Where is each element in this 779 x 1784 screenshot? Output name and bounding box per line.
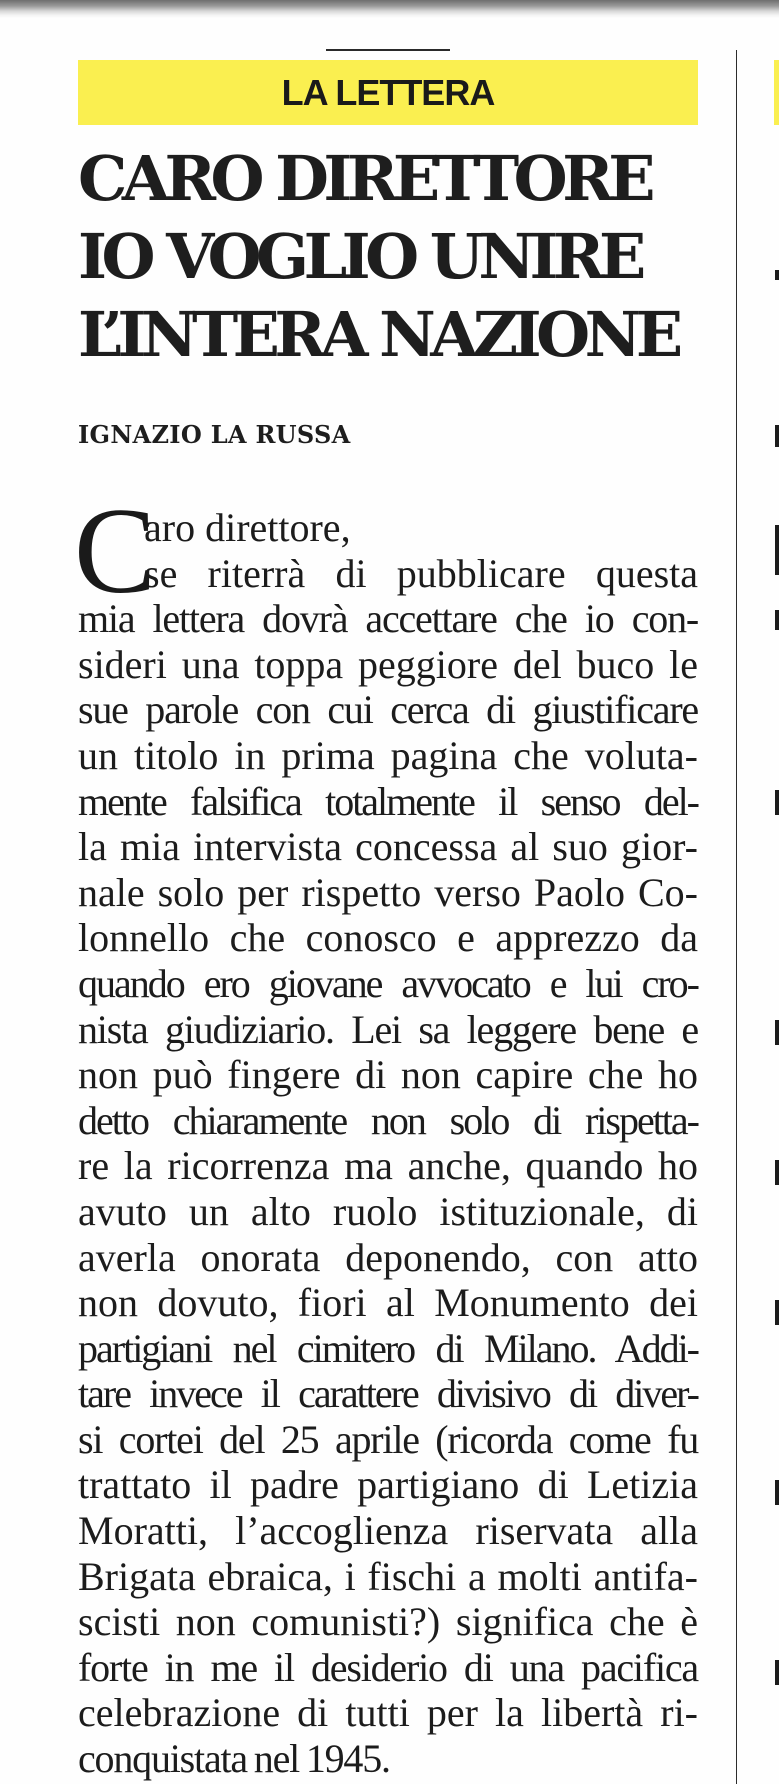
body-line: non dovuto, fiori al Monumento dei (78, 1280, 698, 1326)
adjacent-text-fragment (775, 1160, 779, 1185)
adjacent-text-fragment (775, 610, 779, 630)
body-line: trattato il padre partigiano di Letizia (78, 1462, 698, 1508)
body-line: lonnello che conosco e apprezzo da (78, 915, 698, 961)
adjacent-text-fragment (775, 525, 779, 575)
body-line: Brigata ebraica, i fischi a molti antifa- (78, 1553, 698, 1599)
body-line: quando ero giovane avvocato e lui cro- (78, 960, 698, 1006)
adjacent-text-fragment (775, 1660, 779, 1685)
adjacent-text-fragment (775, 1020, 779, 1045)
body-line: forte in me il desiderio di una pacifica (78, 1644, 698, 1690)
column-divider (736, 50, 737, 1784)
author-byline: IGNAZIO LA RUSSA (78, 420, 351, 449)
body-line: mente falsifica totalmente il senso del- (78, 778, 698, 824)
body-line: nale solo per rispetto verso Paolo Co- (78, 869, 698, 915)
body-line: avuto un alto ruolo istituzionale, di (78, 1188, 698, 1234)
body-line: averla onorata deponendo, con atto (78, 1234, 698, 1280)
body-line: mia lettera dovrà accettare che io con- (78, 596, 698, 642)
body-line: conquistata nel 1945. (78, 1736, 390, 1782)
adjacent-text-fragment (775, 425, 779, 447)
body-line: sideri una toppa peggiore del buco le (78, 641, 698, 687)
body-line: non può fingere di non capire che ho (78, 1052, 698, 1098)
body-line: scisti non comunisti?) significa che è (78, 1599, 698, 1645)
body-line: partigiani nel cimitero di Milano. Addi- (78, 1325, 698, 1371)
body-line: la mia intervista concessa al suo gior- (78, 824, 698, 870)
top-rule (326, 49, 450, 51)
article-body (74, 482, 698, 1782)
body-line: Moratti, l’accoglienza riservata alla (78, 1508, 698, 1554)
headline (78, 140, 698, 374)
adjacent-text-fragment (775, 1480, 779, 1505)
body-line: re la ricorrenza ma anche, quando ho (78, 1143, 698, 1189)
body-line: se riterrà di pubblicare questa (144, 550, 698, 596)
headline-line: IO VOGLIO UNIRE (78, 220, 641, 293)
section-kicker-label: LA LETTERA (281, 71, 495, 113)
drop-cap: C (74, 482, 157, 619)
body-line: detto chiaramente non solo di rispetta- (78, 1097, 698, 1143)
body-line: sue parole con cui cerca di giustificare (78, 687, 698, 733)
adjacent-column-edge (774, 0, 779, 1784)
adjacent-text-fragment (775, 790, 779, 815)
body-line: celebrazione di tutti per la libertà ri- (78, 1690, 698, 1736)
body-line: nista giudiziario. Lei sa leggere bene e (78, 1006, 698, 1052)
adjacent-text-fragment (775, 1300, 779, 1325)
body-line: tare invece il carattere divisivo di diver- (78, 1371, 698, 1417)
top-shadow-edge (0, 0, 779, 18)
body-line: un titolo in prima pagina che voluta- (78, 732, 698, 778)
section-kicker (78, 60, 698, 125)
body-line: aro direttore, (144, 505, 351, 550)
adjacent-kicker-edge (774, 60, 779, 125)
body-line: si cortei del 25 aprile (ricorda come fu (78, 1416, 698, 1462)
headline-line: CARO DIRETTORE (78, 142, 650, 215)
headline-line: L’INTERA NAZIONE (78, 298, 678, 371)
adjacent-text-fragment (775, 270, 779, 280)
